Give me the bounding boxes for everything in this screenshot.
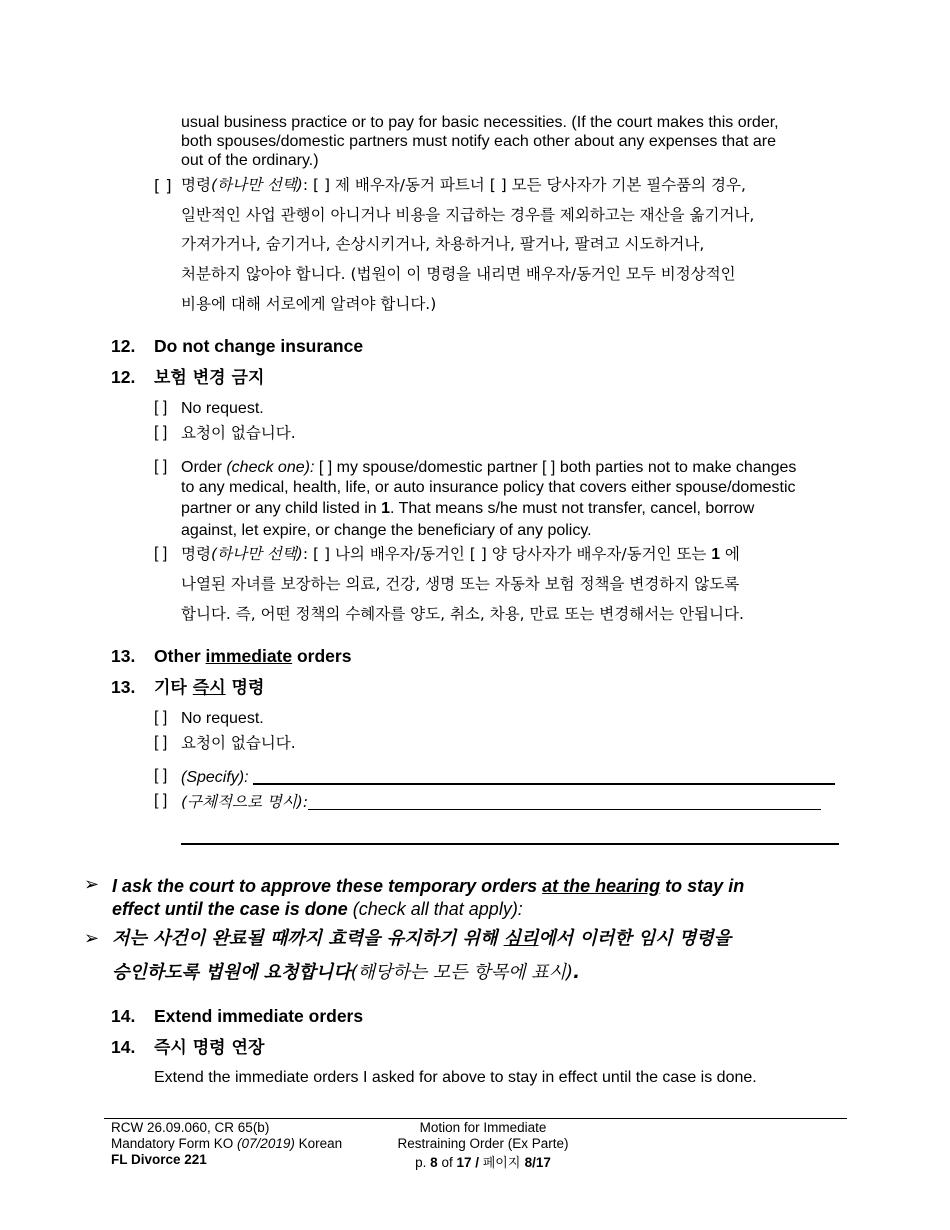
footer-page-sep: / — [471, 1155, 483, 1170]
item12-ko-check-one: (하나만 선택) — [210, 545, 303, 563]
footer-title-1: Motion for Immediate — [419, 1120, 547, 1135]
hearing-ko-line-2a: 승인하도록 법원에 요청합니다 — [112, 962, 351, 983]
footer-title-2: Restraining Order (Ex Parte) — [397, 1136, 569, 1151]
item12-order-line-4: against, let expire, or change the beneficiary of any policy. — [181, 522, 592, 539]
item11-continuation-line-3: out of the ordinary.) — [181, 152, 319, 169]
item12-number: 12. — [111, 336, 136, 356]
hearing-en-a: I ask the court to approve these temporary orders — [112, 876, 543, 896]
item14-number-ko: 14. — [111, 1037, 136, 1057]
hearing-en-b: to stay in — [660, 876, 745, 896]
footer-rule — [104, 1118, 847, 1119]
footer-center — [380, 1120, 586, 1172]
item13-title-ko-underlined: 즉시 — [192, 678, 226, 698]
item13-specify-row — [181, 767, 835, 787]
item12-number-ko: 12. — [111, 367, 136, 387]
hearing-en-line-2a: effect until the case is done — [112, 899, 348, 919]
item12-no-request-ko: 요청이 없습니다. — [181, 424, 296, 442]
hearing-ko-b: 에서 이러한 임시 명령을 — [538, 928, 732, 949]
hearing-ko-line-2 — [112, 961, 580, 985]
footer-page-total: 17 — [456, 1155, 472, 1170]
hearing-en-line-2b: (check all that apply): — [347, 899, 523, 919]
item12-ko-line-1b: 에 — [719, 545, 740, 563]
item12-ko-line-1a: : [ ] 나의 배우자/동거인 [ ] 양 당사자가 배우자/동거인 또는 — [302, 545, 712, 563]
item12-order-line-3b: . That means s/he must not transfer, cancel, borrow — [390, 500, 755, 517]
item13-heading-ko — [111, 673, 264, 698]
item13-specify-checkbox[interactable]: [ ] — [154, 767, 168, 784]
footer-left — [111, 1120, 342, 1168]
item12-ko-line-2: 나열된 자녀를 보장하는 의료, 건강, 생명 또는 자동차 보험 정책을 변경하지 않도록 — [181, 575, 740, 593]
footer-page-ko: 페이지 — [482, 1156, 525, 1171]
footer-form-b: Korean — [294, 1136, 343, 1151]
item12-heading-ko — [111, 363, 264, 388]
item13-specify-field[interactable] — [253, 783, 835, 785]
item11-continuation-line-1: usual business practice or to pay for basic necessities. (If the court makes this order, — [181, 114, 779, 131]
item11-ko-line-2: 일반적인 사업 관행이 아니거나 비용을 지급하는 경우를 제외하고는 재산을 옮기거나, — [181, 206, 755, 224]
item13-specify-ko-label: (구체적으로 명시): — [181, 793, 309, 811]
footer-form-date: (07/2019) — [237, 1136, 295, 1151]
item13-specify-ko-checkbox[interactable]: [ ] — [154, 792, 168, 809]
footer-rcw: RCW 26.09.060, CR 65(b) — [111, 1120, 270, 1135]
item13-title-b: orders — [292, 646, 352, 666]
item13-title-ko-b: 명령 — [225, 678, 265, 698]
item12-ko-line-3: 합니다. 즉, 어떤 정책의 수혜자를 양도, 취소, 차용, 만료 또는 변경해서는 안됩니다. — [181, 605, 744, 623]
hearing-en-line-2 — [112, 898, 523, 920]
item13-specify-ko-field[interactable] — [308, 809, 821, 810]
item13-number: 13. — [111, 646, 136, 666]
item13-title-underlined: immediate — [205, 646, 293, 666]
footer-form — [111, 1136, 342, 1152]
item14-heading-ko — [111, 1033, 264, 1058]
item12-order-line-1-rest: [ ] my spouse/domestic partner [ ] both parties not to make changes — [314, 459, 797, 476]
item12-heading — [111, 336, 363, 357]
item11-ko-line-1 — [181, 176, 746, 195]
hearing-ko-a: 저는 사건이 완료될 때까지 효력을 유지하기 위해 — [112, 928, 504, 949]
item12-order-line-3a: partner or any child listed in — [181, 500, 382, 517]
footer-form-id: FL Divorce 221 — [111, 1152, 207, 1167]
hearing-ko-line-1 — [112, 927, 731, 951]
item12-ko-order-label: 명령 — [181, 545, 211, 563]
item12-order-checkbox[interactable]: [ ] — [154, 458, 168, 475]
footer-page — [380, 1155, 586, 1172]
footer-form-a: Mandatory Form KO — [111, 1136, 238, 1151]
item14-body: Extend the immediate orders I asked for above to stay in effect until the case is done. — [154, 1069, 757, 1086]
item11-continuation-line-2: both spouses/domestic partners must notify each other about any expenses that are — [181, 133, 777, 150]
ko-line-1-rest: : [ ] 제 배우자/동거 파트너 [ ] 모든 당사자가 기본 필수품의 경우, — [302, 176, 746, 194]
item11-ko-line-4: 처분하지 않아야 합니다. (법원이 이 명령을 내리면 배우자/동거인 모두 비정상적인 — [181, 265, 736, 283]
item12-ref-1: 1 — [381, 500, 391, 517]
item14-title: Extend immediate orders — [154, 1006, 364, 1026]
item13-no-request-checkbox[interactable]: [ ] — [154, 709, 168, 726]
ko-check-one: (하나만 선택) — [210, 176, 303, 194]
footer-page-p: p. — [415, 1155, 431, 1170]
item11-ko-order-checkbox[interactable]: [ ] — [154, 176, 172, 195]
hearing-ko-underlined: 심리 — [503, 928, 539, 949]
item11-ko-line-5: 비용에 대해 서로에게 알려야 합니다.) — [181, 295, 437, 313]
item14-heading — [111, 1006, 363, 1027]
item12-title-ko: 보험 변경 금지 — [154, 368, 265, 388]
item12-order-label: Order — [181, 459, 227, 476]
item13-title-a: Other — [154, 646, 206, 666]
item12-ko-order-checkbox[interactable]: [ ] — [154, 545, 168, 562]
footer-page-num: 8 — [430, 1155, 438, 1170]
item11-ko-line-3: 가져가거나, 숨기거나, 손상시키거나, 차용하거나, 팔거나, 팔려고 시도하거나, — [181, 235, 705, 253]
hearing-bullet-ko: ➢ — [84, 928, 100, 948]
item13-title-ko-a: 기타 — [154, 678, 193, 698]
item12-no-request: No request. — [181, 400, 264, 417]
item13-specify-label: (Specify): — [181, 769, 249, 786]
item12-check-one: (check one): — [226, 459, 315, 476]
item12-ko-line-1 — [181, 545, 740, 564]
footer-page-of: of — [437, 1155, 457, 1170]
item13-no-request-ko: 요청이 없습니다. — [181, 734, 296, 752]
item12-ko-ref-1: 1 — [711, 546, 720, 563]
item12-order-line-2: to any medical, health, life, or auto insurance policy that covers either spouse/domestic — [181, 479, 796, 496]
item12-title: Do not change insurance — [154, 336, 364, 356]
item14-number: 14. — [111, 1006, 136, 1026]
item12-order-line-1 — [181, 458, 796, 477]
item12-no-request-ko-checkbox[interactable]: [ ] — [154, 424, 168, 441]
item13-no-request: No request. — [181, 710, 264, 727]
hearing-en-line-1 — [112, 875, 744, 897]
item13-number-ko: 13. — [111, 677, 136, 697]
item14-title-ko: 즉시 명령 연장 — [154, 1038, 265, 1058]
item12-no-request-checkbox[interactable]: [ ] — [154, 399, 168, 416]
item13-heading — [111, 646, 351, 667]
ko-order-label: 명령 — [181, 176, 211, 194]
footer-page-ko-num: 8/17 — [524, 1155, 551, 1170]
hearing-ko-line-2b: (해당하는 모든 항목에 표시) — [350, 962, 574, 983]
hearing-en-underlined: at the hearing — [542, 876, 661, 896]
item13-specify-ko-row — [181, 792, 821, 812]
item13-no-request-ko-checkbox[interactable]: [ ] — [154, 734, 168, 751]
hearing-bullet-en: ➢ — [84, 874, 100, 894]
hearing-ko-line-2c: . — [573, 962, 580, 983]
item12-order-line-3 — [181, 499, 754, 518]
item13-extra-line[interactable] — [181, 843, 839, 845]
